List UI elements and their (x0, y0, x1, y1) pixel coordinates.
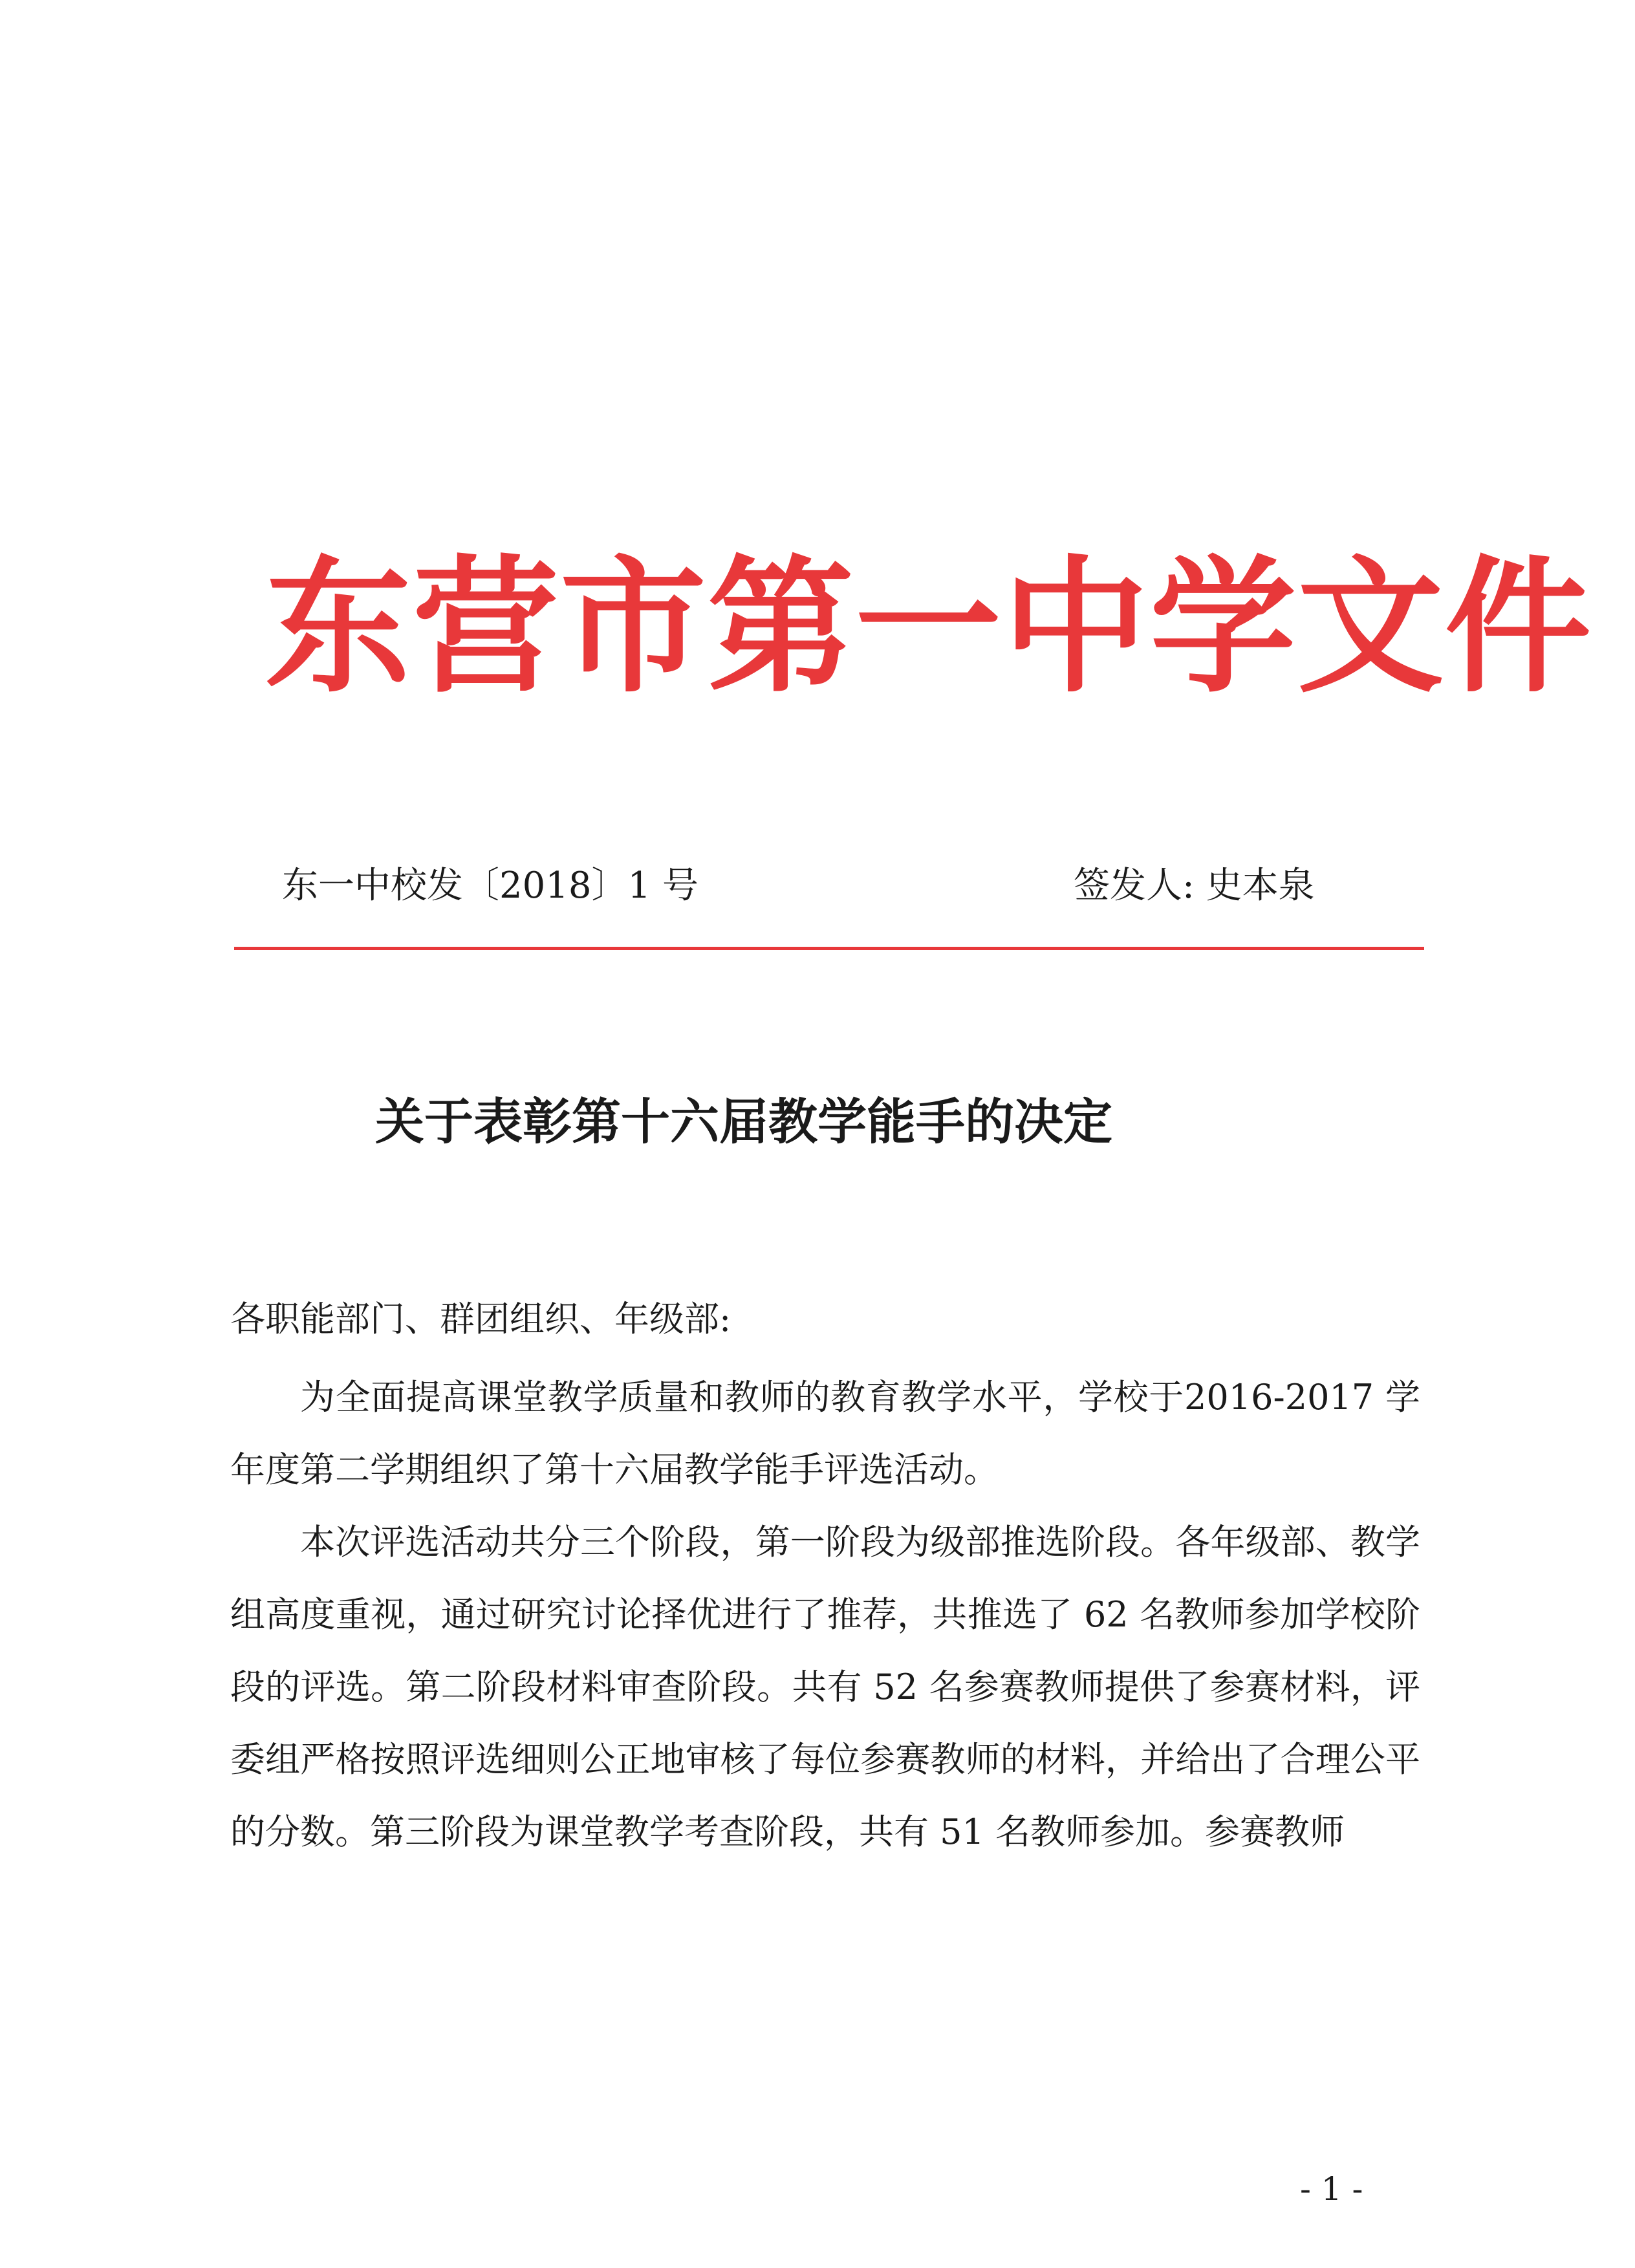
body-paragraph: 为全面提高课堂教学质量和教师的教育教学水平，学校于2016-2017 学年度第二学期组织了第十六届教学能手评选活动。 (230, 1377, 1420, 1490)
signer-label: 签发人: 史本泉 (1074, 865, 1315, 907)
document-number: 东一中校发〔2018〕1 号 (282, 865, 698, 907)
document-header-title: 东营市第一中学文件 (265, 541, 1593, 713)
salutation: 各职能部门、群团组织、年级部: (230, 1299, 731, 1339)
body-paragraph: 本次评选活动共分三个阶段，第一阶段为级部推选阶段。各年级部、教学组高度重视，通过研究讨论择优进行了推荐，共推选了 62 名教师参加学校阶段的评选。第二阶段材料审查阶段。共有 52 名参赛教师提供了参赛材料，评委组严格按照评选细则公正地审核了每位参赛教师的材料，并给出了合理公平的分数。第三阶段为课堂教学考查阶段，共有 51 名教师参加。参赛教师 (230, 1522, 1420, 1852)
body-text (230, 1361, 1420, 1868)
page-number: - 1 - (1300, 2170, 1363, 2208)
header-divider-rule (234, 947, 1424, 950)
document-title: 关于表彰第十六届教学能手的决定 (375, 1093, 1112, 1150)
